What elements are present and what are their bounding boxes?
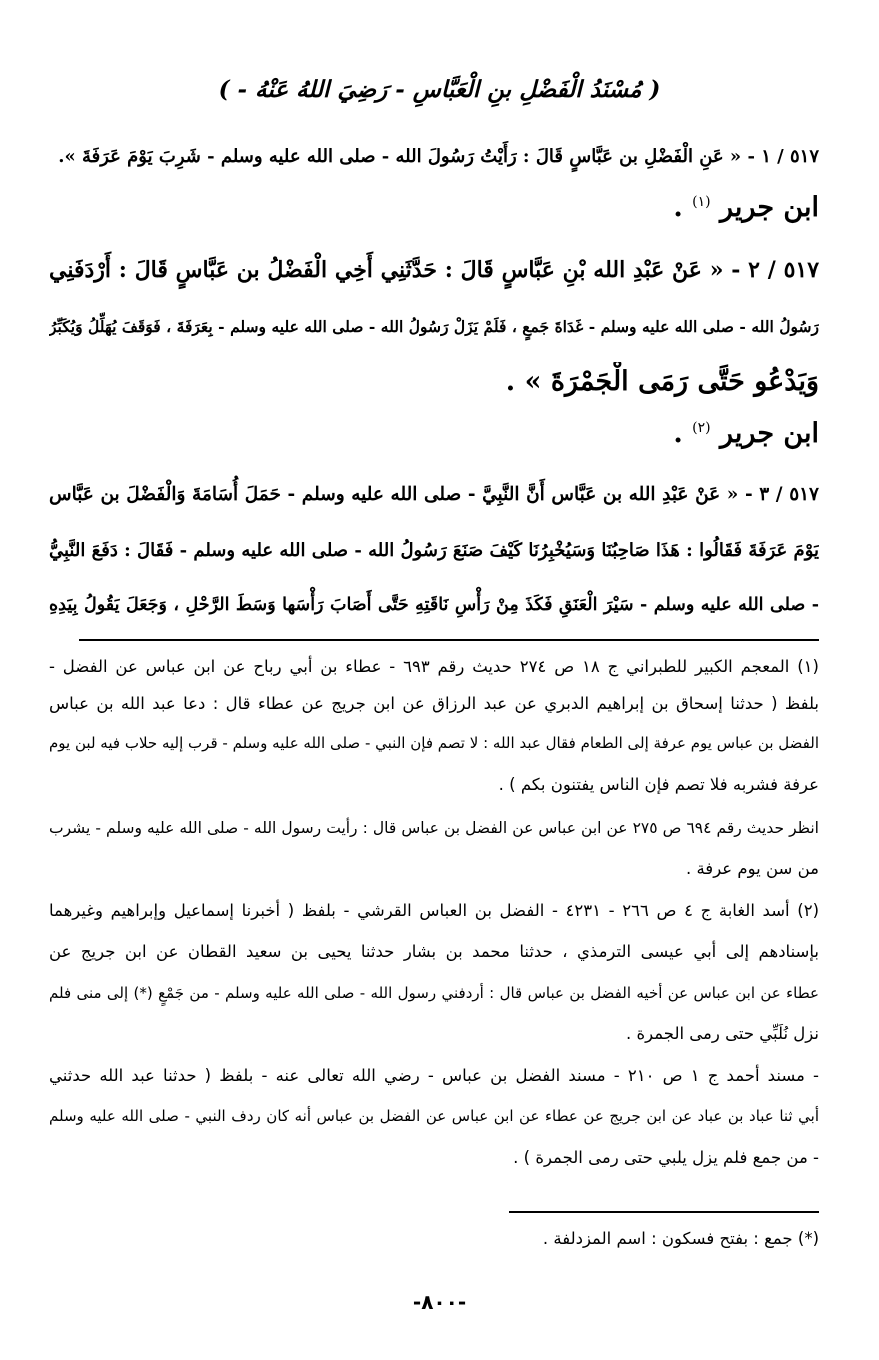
- footnote-2-line-2: بإسنادهم إلى أبي عيسى الترمذي ، حدثنا محمد بن بشار حدثنا يحيى بن سعيد القطان عن ابن جريج عن: [49, 942, 819, 961]
- footnote-star: (*) جمع : بفتح فسكون : اسم المزدلفة .: [542, 1229, 819, 1248]
- footnote-1-line-1: (١) المعجم الكبير للطبراني ج ١٨ ص ٢٧٤ حديث رقم ٦٩٣ - عطاء بن أبي رباح عن ابن عباس عن الفضل -: [49, 657, 819, 676]
- hadith-3-line-3: - صلى الله عليه وسلم - سَيْرَ الْعَنَقِ فَكَذَ مِنْ رَأْسِ نَاقَتِهِ حَتَّى أَصَابَ رَأْسَها وَسَطَ الرَّحْلِ ، وَجَعَلَ يَقُولُ بِيَدِهِ: [49, 595, 819, 615]
- sub-footnote-separator: [509, 1211, 819, 1213]
- footnote-1-line-4: عرفة فشربه فلا تصم فإن الناس يفتنون بكم ) .: [498, 775, 819, 794]
- hadith-2-line-2: رَسُولُ الله - صلى الله عليه وسلم - غَدَاةَ جَمعٍ ، فَلَمْ يَزَلْ رَسُولُ الله - صلى الله عليه وسلم - بِعَرَفَةَ ، فَوَقَفَ يُهَلِّلُ وَيُكَبِّرُ: [49, 317, 819, 336]
- reference-source: ابن جرير: [720, 192, 819, 223]
- footnote-1-line-5: انظر حديث رقم ٦٩٤ ص ٢٧٥ عن ابن عباس عن الفضل بن عباس قال : رأيت رسول الله - صلى الله عليه وسلم - يشرب: [49, 819, 819, 837]
- footnote-2-line-5: - مسند أحمد ج ١ ص ٢١٠ - مسند الفضل بن عباس - رضي الله تعالى عنه - بلفظ ( حدثنا عبد الله حدثني: [49, 1066, 819, 1085]
- hadith-3-line-2: يَوْمَ عَرَفَةَ فَقَالُوا : هَذَا صَاحِبُنَا وَسَيُخْبِرُنَا كَيْفَ صَنَعَ رَسُولُ الله - صلى الله عليه وسلم - فَقَالَ : دَفَعَ النَّبِيُّ: [49, 540, 819, 561]
- footnote-2-line-7: - من جمع فلم يزل يلبي حتى رمى الجمرة ) .: [513, 1148, 819, 1167]
- hadith-2-line-3: وَيَدْعُو حَتَّى رَمَى الْجَمْرَةَ » .: [505, 366, 819, 397]
- footnote-separator: [79, 639, 819, 641]
- hadith-1: ٥١٧ / ١ - « عَنِ الْفَضْلِ بن عَبَّاسٍ قَالَ : رَأَيْتُ رَسُولَ الله - صلى الله عليه وسلم - شَرِبَ يَوْمَ عَرَفَةَ ».: [58, 146, 819, 167]
- reference-source: ابن جرير: [720, 418, 819, 449]
- footnote-1-line-6: من سن يوم عرفة .: [685, 859, 819, 878]
- footnote-1-line-3: الفضل بن عباس يوم عرفة إلى الطعام فقال عبد الله : لا تصم فإن النبي - صلى الله عليه وسلم - قرب إليه حلاب فيه لبن يوم: [49, 734, 819, 752]
- footnote-2-line-6: أبي ثنا عباد بن عباد عن ابن جريج عن عطاء عن ابن عباس عن الفضل بن عباس أنه كان ردف النبي - صلى الله عليه وسلم: [49, 1107, 819, 1125]
- hadith-2-line-1: ٥١٧ / ٢ - « عَنْ عَبْدِ الله بْنِ عَبَّاسٍ قَالَ : حَدَّثَنِي أَخِي الْفَضْلُ بن عَبَّاسٍ قَالَ : أَرْدَفَنِي: [49, 257, 819, 283]
- page-number: -٨٠٠-: [412, 1290, 467, 1314]
- footnote-2-line-4: نزل نُلَبِّي حتى رمى الجمرة .: [626, 1024, 819, 1043]
- hadith-1-reference: ابن جرير $^{(١)}$ .: [673, 192, 819, 223]
- footnote-marker: (١): [692, 194, 711, 210]
- hadith-2-reference: ابن جرير $^{(٢)}$ .: [673, 418, 819, 449]
- hadith-3-line-1: ٥١٧ / ٣ - « عَنْ عَبْدِ الله بن عَبَّاس أَنَّ النَّبِيَّ - صلى الله عليه وسلم - حَمَلَ أُسَامَةَ وَالْفَضْلَ بن عَبَّاس: [49, 484, 819, 505]
- section-title: ( مُسْنَدُ الْفَضْلِ بنِ الْعَبَّاسِ - رَضِيَ اللهُ عَنْهُ - ): [218, 76, 661, 103]
- footnote-marker: (٢): [692, 420, 711, 436]
- footnote-2-line-1: (٢) أسد الغابة ج ٤ ص ٢٦٦ - ٤٢٣١ - الفضل بن العباس القرشي - بلفظ ( أخبرنا إسماعيل وإبراهيم وغيرهما: [49, 901, 819, 920]
- footnote-2-line-3: عطاء عن ابن عباس عن أخيه الفضل بن عباس قال : أردفني رسول الله - صلى الله عليه وسلم - من جَمْعٍ (*) إلى منى فلم: [49, 984, 819, 1002]
- footnote-1-line-2: بلفظ ( حدثنا إسحاق بن إبراهيم الدبري عن عبد الرزاق عن ابن جريج عن عطاء قال : دعا عبد الله بن عباس: [49, 694, 819, 713]
